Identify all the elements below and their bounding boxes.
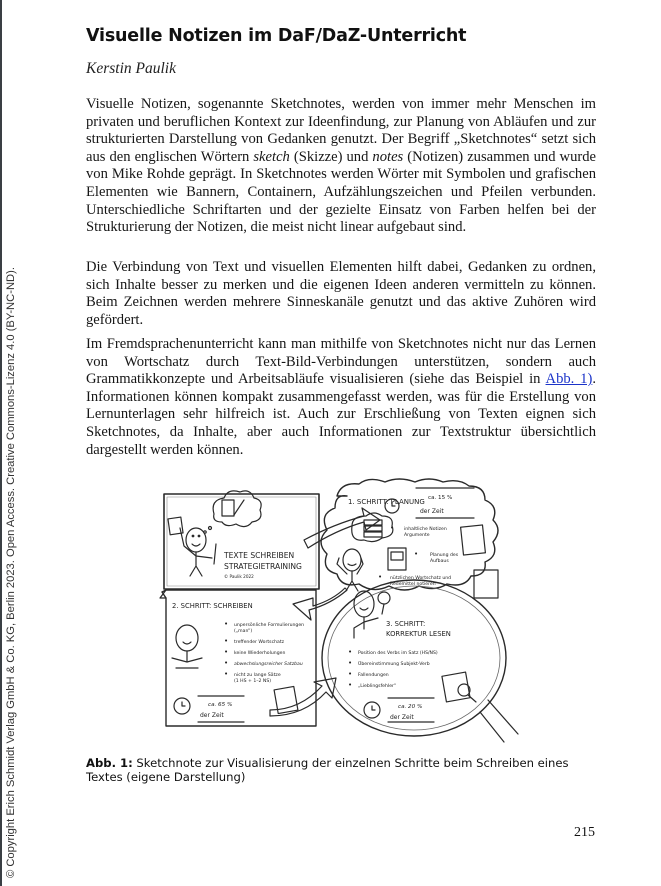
term-sketch: sketch: [253, 148, 290, 165]
step3-circle: [322, 580, 506, 736]
figure-head: [186, 528, 206, 552]
step3-item-2: Übereinstimmung Subjekt-Verb: [358, 662, 430, 667]
step3-item-4: „Lieblingsfehler“: [358, 684, 397, 689]
figure-caption: [86, 756, 601, 784]
step2-time-line2: der Zeit: [200, 712, 224, 719]
step1-title: 1. SCHRITT: PLANUNG: [348, 498, 425, 506]
paragraph-1-text-a: Visuelle Notizen, sogenannte Sketchnotes, werden von immer mehr Menschen im privaten und beruflichen Kontext zur Ideenfindung, zur Planung von Abläufen und zur strukturierten Darstellung von Gedanken genutzt. Der Begriff „Sketchnotes“ setzt sich aus den englischen Wörtern: [86, 96, 596, 165]
svg-text:•: •: [224, 637, 229, 645]
step2-item-1-line1: unpersönliche Formulierungen: [234, 623, 305, 628]
step1-item-3-line2: Redemittel notieren: [390, 582, 436, 587]
step3-item-1: Position des Verbs im Satz (HS/NS): [358, 651, 438, 656]
svg-text:•: •: [348, 648, 353, 656]
arrow-to-step2: [293, 588, 347, 620]
step1-item-1-line2: Argumente: [404, 533, 430, 538]
step2-item-1-line2: („man“): [234, 629, 253, 634]
paragraph-3-text-b: . Informationen können kompakt zusammengefasst werden, was für die Erstellung von Lernunterlagen sehr hilfreich ist. Auch zur Erschließung von Texten eignen sich Sketchnotes, da Inhalte, aber auch Informationen zur Textstruktur übersichtlich dargestellt werden können.: [86, 371, 596, 458]
step2-title: 2. SCHRITT: SCHREIBEN: [172, 602, 253, 610]
caption-label: Abb. 1:: [86, 756, 133, 770]
step2-item-2: treffender Wortschatz: [234, 640, 285, 645]
caption-text: Sketchnote zur Visualisierung der einzelnen Schritte beim Schreiben eines Textes (eigene Darstellung): [86, 756, 569, 784]
paragraph-2: Die Verbindung von Text und visuellen Elementen hilft dabei, Gedanken zu ordnen, sich Inhalte besser zu merken und die eigenen Ideen anderen vermitteln zu können. Beim Zeichnen werden mehrere Sinneskanäle genutzt und das aktive Zuhören wird gefördert.: [86, 259, 596, 328]
step3-title-line1: 3. SCHRITT:: [386, 620, 426, 628]
svg-text:•: •: [348, 659, 353, 667]
svg-text:•: •: [348, 670, 353, 678]
banner-title-line2: STRATEGIETRAINING: [224, 562, 302, 571]
step3-time-line1: ca. 20 %: [398, 704, 423, 710]
paragraph-3-text-a: Im Fremdsprachenunterricht kann man mithilfe von Sketchnotes nicht nur das Lernen von Wortschatz durch Text-Bild-Verbindungen unterstützen, sondern auch Grammatikkonzepte und Arbeitsabläufe visualisieren (siehe das Beispiel in: [86, 336, 596, 388]
page-edge: [0, 0, 2, 886]
step3-time-line2: der Zeit: [390, 714, 414, 721]
step2-item-4: abwechslungsreicher Satzbau: [234, 662, 303, 667]
svg-text:•: •: [390, 524, 395, 532]
banner-title-line1: TEXTE SCHREIBEN: [224, 551, 295, 560]
step3-item-3: Fallendungen: [358, 673, 389, 678]
article-title: Visuelle Notizen im DaF/DaZ-Unterricht: [86, 26, 467, 46]
svg-text:•: •: [224, 620, 229, 628]
svg-text:•: •: [224, 648, 229, 656]
paragraph-1-text-b: (Skizze) und: [289, 148, 373, 165]
sketchnote-figure: [152, 478, 530, 743]
step2-item-5-line2: (1 HS + 1–2 NS): [234, 679, 272, 684]
svg-text:•: •: [224, 659, 229, 667]
paragraph-3: [86, 336, 596, 459]
svg-text:•: •: [378, 573, 383, 581]
step2-item-3: keine Wiederholungen: [234, 651, 286, 656]
step1-time-line1: ca. 15 %: [428, 495, 453, 501]
step2-time-line1: ca. 65 %: [208, 702, 233, 708]
arrow-to-step3: [270, 678, 336, 716]
step1-item-3-line1: nützlichen Wortschatz und: [390, 576, 452, 581]
svg-text:•: •: [348, 681, 353, 689]
paragraph-1-text-c: (Notizen) zusammen und wurde von Mike Rohde geprägt. In Sketchnotes werden Wörter mit Symbolen und grafischen Elementen wie Bannern, Containern, Aufzählungszeichen und Pfeilen verbunden. Unterschiedliche Schriftarten und der gezielte Einsatz von Farben helfen bei der Strukturierung der Notizen, die meist nicht linear aufgebaut sind.: [86, 148, 596, 236]
term-notes: notes: [372, 148, 404, 165]
thought-bubble: [213, 491, 261, 527]
step3-title-line2: KORREKTUR LESEN: [386, 630, 451, 638]
step1-time-line2: der Zeit: [420, 508, 444, 515]
step1-item-2-line1: Planung des: [430, 553, 459, 558]
copyright-notice: © Copyright Erich Schmidt Verlag GmbH & Co. KG, Berlin 2023. Open Access. Creative Commons-Lizenz 4.0 (BY-NC-ND).: [5, 267, 17, 878]
page-number: 215: [574, 825, 595, 840]
svg-text:•: •: [224, 670, 229, 678]
step1-item-1-line1: inhaltliche Notizen: [404, 527, 447, 532]
banner-credit: © Paulik 2022: [224, 574, 254, 579]
svg-text:•: •: [414, 550, 419, 558]
step2-item-5-line1: nicht zu lange Sätze: [234, 673, 281, 678]
step1-item-2-line2: Aufbaus: [430, 559, 449, 564]
paragraph-1: [86, 96, 596, 237]
figure-reference-link[interactable]: Abb. 1): [545, 371, 593, 388]
sketchnote-drawing: [152, 478, 530, 743]
article-author: Kerstin Paulik: [86, 60, 176, 77]
